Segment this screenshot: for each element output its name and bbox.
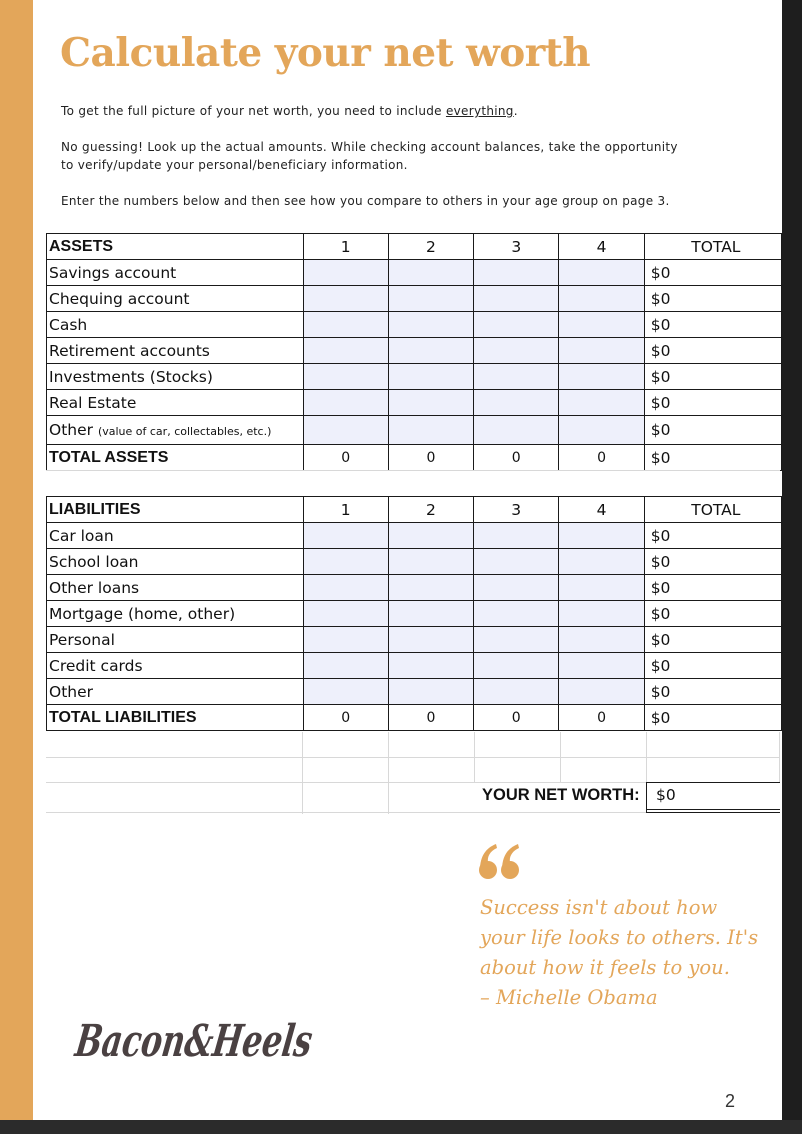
table-row [47,627,782,653]
grand-total: $0 [644,445,781,471]
viewer-background [782,0,802,1134]
column-total: 0 [303,705,388,731]
row-label: Other [47,679,304,705]
quote-author: – Michelle Obama [480,986,658,1009]
gridline [779,732,780,782]
brand-logo [72,998,413,1078]
input-cell[interactable] [303,523,388,549]
net-worth-value: $0 [656,786,676,804]
input-cell[interactable] [559,286,644,312]
input-cell[interactable] [388,286,473,312]
intro-text: To get the full picture of your net worth, you need to include [61,104,446,118]
column-header-2: 2 [388,234,473,260]
column-header-1: 1 [303,497,388,523]
table-row [47,260,782,286]
column-total: 0 [474,445,559,471]
input-cell[interactable] [559,523,644,549]
row-total: $0 [644,312,781,338]
row-label: Car loan [47,523,304,549]
row-label: Mortgage (home, other) [47,601,304,627]
intro-paragraph-1 [61,102,518,120]
input-cell[interactable] [559,601,644,627]
column-total: 0 [388,445,473,471]
row-total: $0 [644,653,781,679]
input-cell[interactable] [474,549,559,575]
total-liabilities-label: TOTAL LIABILITIES [47,705,304,731]
input-cell[interactable] [388,549,473,575]
row-label: School loan [47,549,304,575]
column-total: 0 [303,445,388,471]
total-header: TOTAL [644,497,781,523]
total-assets-row [47,445,782,471]
row-total: $0 [644,390,781,416]
quote-text [480,893,758,1013]
input-cell[interactable] [303,260,388,286]
input-cell[interactable] [559,260,644,286]
gridline [46,757,780,758]
column-total: 0 [474,705,559,731]
input-cell[interactable] [388,627,473,653]
input-cell[interactable] [474,312,559,338]
input-cell[interactable] [303,653,388,679]
row-total: $0 [644,364,781,390]
intro-p2-line2: to verify/update your personal/beneficiary information. [61,158,408,172]
input-cell[interactable] [559,364,644,390]
intro-period: . [513,104,518,118]
row-total: $0 [644,286,781,312]
quote-line-3: about how it feels to you. [480,956,730,979]
row-label: Real Estate [47,390,304,416]
input-cell[interactable] [303,601,388,627]
row-label: Investments (Stocks) [47,364,304,390]
row-total: $0 [644,338,781,364]
input-cell[interactable] [474,338,559,364]
row-total: $0 [644,575,781,601]
row-label: Cash [47,312,304,338]
table-row [47,653,782,679]
input-cell[interactable] [474,653,559,679]
input-cell[interactable] [303,549,388,575]
input-cell[interactable] [474,416,559,445]
input-cell[interactable] [559,679,644,705]
input-cell[interactable] [303,286,388,312]
input-cell[interactable] [388,364,473,390]
intro-paragraph-2 [61,138,678,174]
input-cell[interactable] [303,312,388,338]
table-row [47,286,782,312]
total-header: TOTAL [644,234,781,260]
gridline [474,732,475,782]
gridline [646,732,647,782]
column-header-4: 4 [559,497,644,523]
quote-line-1: Success isn't about how [480,896,718,919]
input-cell[interactable] [303,679,388,705]
table-row [47,575,782,601]
input-cell[interactable] [474,523,559,549]
page-title: Calculate your net worth [60,30,591,76]
row-label: Retirement accounts [47,338,304,364]
input-cell[interactable] [474,601,559,627]
column-header-3: 3 [474,497,559,523]
input-cell[interactable] [388,575,473,601]
net-worth-border [646,782,647,813]
row-label [47,416,304,445]
input-cell[interactable] [388,312,473,338]
input-cell[interactable] [474,679,559,705]
liabilities-table [46,496,782,731]
gridline [46,782,646,783]
row-label: Chequing account [47,286,304,312]
column-header-2: 2 [388,497,473,523]
input-cell[interactable] [559,312,644,338]
net-worth-border [646,809,780,810]
input-cell[interactable] [388,416,473,445]
table-row [47,416,782,445]
assets-header: ASSETS [47,234,304,260]
table-row [47,364,782,390]
intro-p2-line1: No guessing! Look up the actual amounts. While checking account balances, take the opportunity [61,140,678,154]
input-cell[interactable] [388,338,473,364]
table-row [47,679,782,705]
table-row [47,523,782,549]
input-cell[interactable] [388,523,473,549]
table-row [47,312,782,338]
column-header-4: 4 [559,234,644,260]
quote-line-2: your life looks to others. It's [480,926,759,949]
input-cell[interactable] [559,575,644,601]
table-header-row [47,234,782,260]
column-header-3: 3 [474,234,559,260]
input-cell[interactable] [388,260,473,286]
svg-text:Bacon&Heels: Bacon&Heels [72,1015,413,1067]
row-total: $0 [644,523,781,549]
table-row [47,601,782,627]
net-worth-border [646,812,780,813]
column-header-1: 1 [303,234,388,260]
row-total: $0 [644,549,781,575]
row-label: Other loans [47,575,304,601]
column-total: 0 [388,705,473,731]
quotation-mark-icon [478,842,522,882]
input-cell[interactable] [303,627,388,653]
table-header-row [47,497,782,523]
input-cell[interactable] [388,679,473,705]
intro-paragraph-3: Enter the numbers below and then see how you compare to others in your age group on page 3. [61,194,670,208]
gridline [560,732,561,782]
gridline [46,812,646,813]
input-cell[interactable] [474,364,559,390]
input-cell[interactable] [559,627,644,653]
input-cell[interactable] [474,575,559,601]
input-cell[interactable] [559,390,644,416]
input-cell[interactable] [474,627,559,653]
net-worth-label: YOUR NET WORTH: [482,786,640,804]
input-cell[interactable] [388,390,473,416]
input-cell[interactable] [559,338,644,364]
input-cell[interactable] [474,260,559,286]
intro-emphasis: everything [445,104,514,118]
input-cell[interactable] [303,390,388,416]
input-cell[interactable] [559,549,644,575]
input-cell[interactable] [388,601,473,627]
input-cell[interactable] [303,575,388,601]
gridline [46,470,780,471]
input-cell[interactable] [303,416,388,445]
table-row [47,549,782,575]
row-label-text: Other [49,421,94,439]
row-label: Personal [47,627,304,653]
input-cell[interactable] [303,338,388,364]
row-total: $0 [644,416,781,445]
accent-sidebar [0,0,33,1120]
input-cell[interactable] [388,653,473,679]
row-label: Credit cards [47,653,304,679]
table-row [47,390,782,416]
page-number: 2 [725,1091,736,1111]
gridline [388,732,389,814]
gridline [302,732,303,814]
liabilities-header: LIABILITIES [47,497,304,523]
column-total: 0 [559,705,644,731]
column-total: 0 [559,445,644,471]
table-row [47,338,782,364]
row-total: $0 [644,260,781,286]
input-cell[interactable] [559,416,644,445]
row-total: $0 [644,601,781,627]
net-worth-border [646,782,780,783]
input-cell[interactable] [474,390,559,416]
total-assets-label: TOTAL ASSETS [47,445,304,471]
grand-total: $0 [644,705,781,731]
viewer-background [0,1120,802,1134]
row-label-note: (value of car, collectables, etc.) [97,425,272,438]
input-cell[interactable] [474,286,559,312]
row-total: $0 [644,679,781,705]
row-label: Savings account [47,260,304,286]
total-liabilities-row [47,705,782,731]
input-cell[interactable] [559,653,644,679]
row-total: $0 [644,627,781,653]
input-cell[interactable] [303,364,388,390]
assets-table [46,233,782,471]
